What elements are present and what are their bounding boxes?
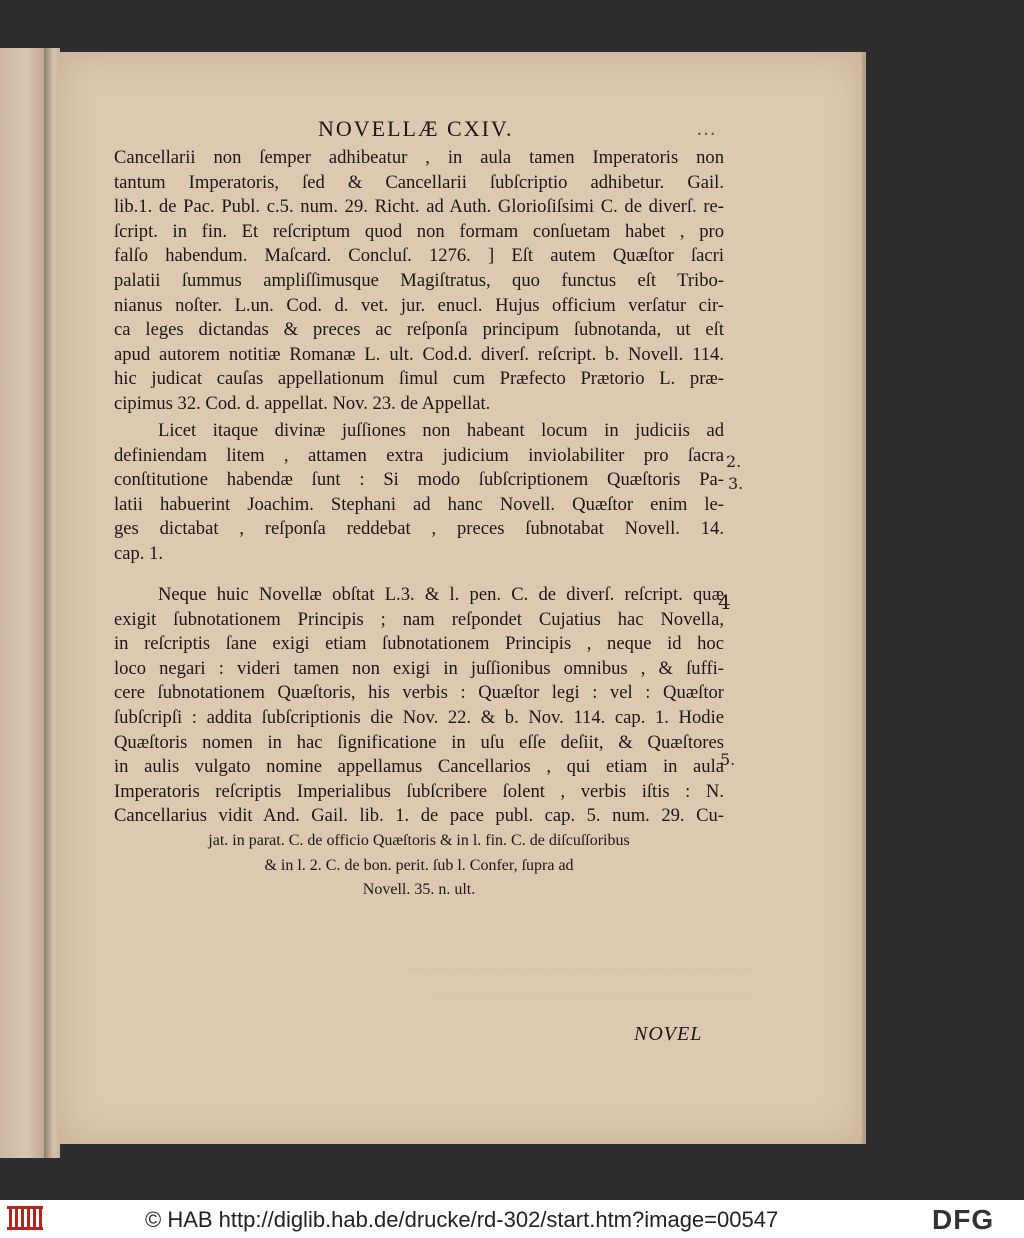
text-line: palatii ſummus ampliſſimusque Magiſtratus, quo functus eſt Tribo- <box>114 269 724 291</box>
margin-number: 3. <box>728 474 744 493</box>
running-header: NOVELLÆ CXIV. <box>318 116 514 141</box>
paragraph-3 <box>114 583 724 903</box>
text-line: Novell. 35. n. ult. <box>362 881 476 899</box>
left-page-edge <box>0 48 48 1158</box>
text-line: ſcript. in fin. Et reſcriptum quod non formam conſuetam habet , pro <box>114 220 724 242</box>
margin-number: 4 <box>718 590 731 614</box>
text-line: lib.1. de Pac. Publ. c.5. num. 29. Richt. ad Auth. Glorioſiſsimi C. de diverſ. re- <box>114 196 724 218</box>
text-line: cipimus 32. Cod. d. appellat. Nov. 23. de Appellat. <box>114 392 491 414</box>
text-line: in reſcriptis ſane exigi etiam ſubnotationem Principis , neque id hoc <box>114 633 724 655</box>
text-line: ca leges dictandas & preces ac reſponſa principum ſubnotanda, ut eſt <box>114 319 724 341</box>
text-line: Licet itaque divinæ juſſiones non habeant locum in judiciis ad <box>158 420 724 441</box>
catchword: NOVEL <box>634 1023 703 1045</box>
text-line: loco negari : videri tamen non exigi in juſſionibus omnibus , & ſuffi- <box>114 657 724 679</box>
text-line: latii habuerint Joachim. Stephani ad hanc Novell. Quæſtor enim le- <box>114 493 724 515</box>
text-line: Quæſtoris nomen in hac ſignificatione in uſu eſſe deſiit, & Quæſtores <box>114 731 724 753</box>
text-line: cere ſubnotationem Quæſtoris, his verbis : Quæſtor legi : vel : Quæſtor <box>114 682 724 704</box>
text-line: ges dictabat , reſponſa reddebat , preces ſubnotabat Novell. 14. <box>114 518 724 540</box>
text-line: Cancellarius vidit And. Gail. lib. 1. de pace publ. cap. 5. num. 29. Cu- <box>114 805 724 827</box>
text-line: exigit ſubnotationem Principis ; nam reſpondet Cujatius hac Novella, <box>114 608 724 630</box>
paragraph-2 <box>114 419 724 567</box>
page-edge <box>862 52 866 1144</box>
text-line: definiendam litem , attamen extra judicium inviolabiliter pro ſacra <box>114 444 724 466</box>
text-line: Cancellarii non ſemper adhibeatur , in aula tamen Imperatoris non <box>114 147 724 168</box>
text-line: falſo habendum. Maſcard. Concluſ. 1276. ] Eſt autem Quæſtor ſacri <box>114 245 724 267</box>
text-line: cap. 1. <box>114 542 164 564</box>
header-mark: … <box>696 118 716 140</box>
text-line: jat. in parat. C. de officio Quæſtoris & in l. fin. C. de diſcuſſoribus <box>208 831 630 849</box>
text-line: Imperatoris reſcriptis Imperialibus ſubſcribere ſolent , verbis iſtis : N. <box>114 780 724 802</box>
dfg-logo: DFG <box>932 1204 995 1235</box>
bleed-through-text: ‒ ‒ ‒ ‒ ‒ ‒ ‒ ‒ ‒ ‒ ‒ ‒ ‒ ‒ ‒ ‒ ‒ ‒ ‒ ‒ ‒ ‒ ‒ ‒ ‒ ‒ ‒ ‒ ‒ <box>406 960 750 977</box>
text-line: ſubſcripſi : addita ſubſcriptionis die Nov. 22. & b. Nov. 114. cap. 1. Hodie <box>114 706 724 728</box>
paragraph-1 <box>114 146 724 417</box>
text-line: conſtitutione habendæ ſunt : Si modo ſubſcriptionem Quæſtoris Pa- <box>114 469 724 491</box>
bleed-through-text: ‒ ‒ ‒ ‒ ‒ ‒ ‒ ‒ ‒ ‒ ‒ ‒ ‒ ‒ ‒ ‒ ‒ ‒ ‒ ‒ ‒ ‒ ‒ ‒ ‒ ‒ ‒ <box>430 986 750 1003</box>
text-line: & in l. 2. C. de bon. perit. ſub l. Confer, ſupra ad <box>264 856 574 874</box>
viewer-footer <box>0 1200 1024 1238</box>
text-line: tantum Imperatoris, ſed & Cancellarii ſubſcriptio adhibetur. Gail. <box>114 171 724 193</box>
text-line: hic judicat cauſas appellationum ſimul cum Præfecto Prætorio L. præ- <box>114 368 724 390</box>
margin-number: 2. <box>726 452 742 471</box>
text-line: in aulis vulgato nomine appellamus Cancellarios , qui etiam in aula <box>114 756 724 778</box>
text-line: Neque huic Novellæ obſtat L.3. & l. pen. C. de diverſ. reſcript. quæ <box>158 584 724 605</box>
text-line: apud autorem notitiæ Romanæ L. ult. Cod.d. diverſ. reſcript. b. Novell. 114. <box>114 343 724 365</box>
margin-number: 5. <box>720 750 736 769</box>
hab-library-icon <box>6 1205 44 1233</box>
citation-link[interactable]: © HAB http://diglib.hab.de/drucke/rd-302/start.htm?image=00547 <box>145 1207 779 1232</box>
text-line: nianus noſter. L.un. Cod. d. vet. jur. enucl. Hujus officium verſatur cir- <box>114 294 724 316</box>
